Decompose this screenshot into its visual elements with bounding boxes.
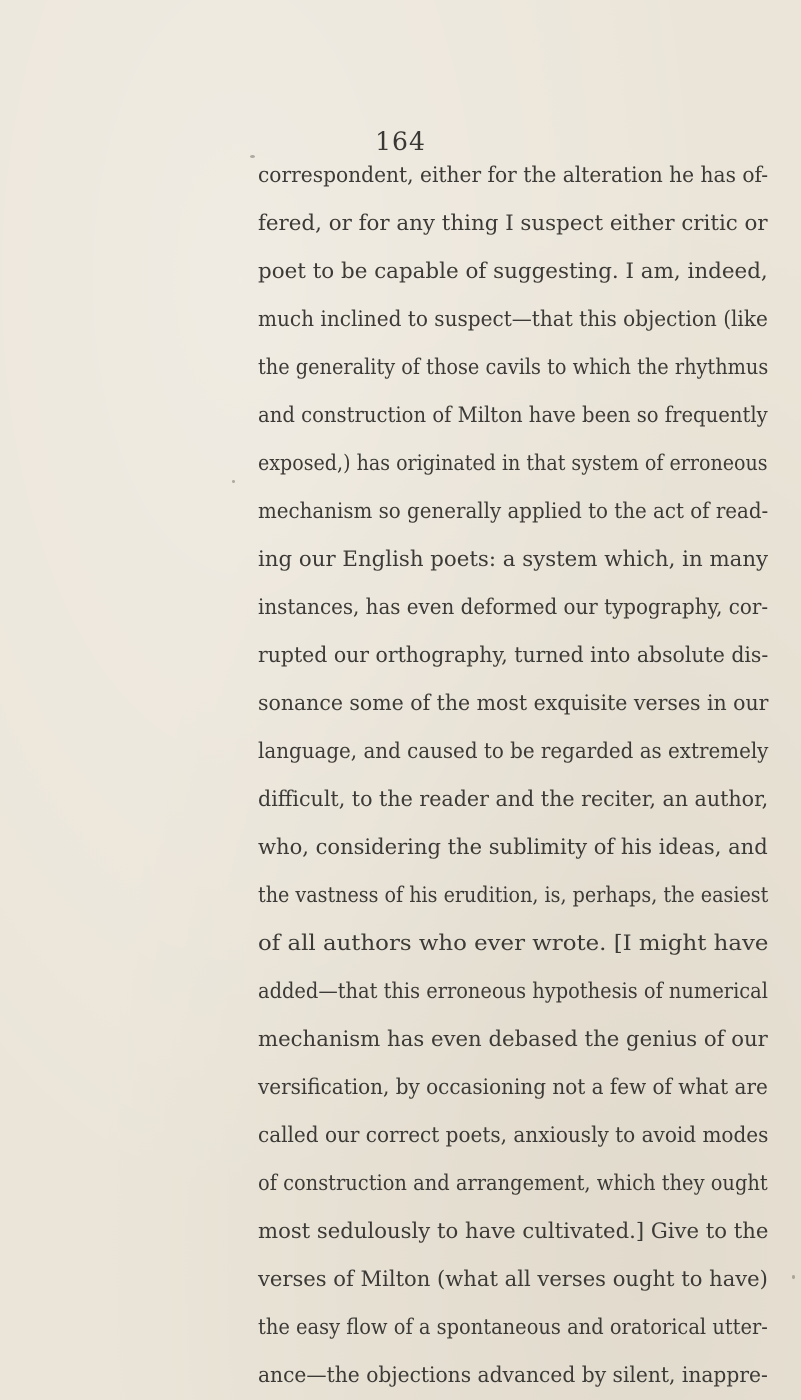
text-line: the easy flow of a spontaneous and oratorical utter- xyxy=(258,1315,768,1340)
text-line: added—that this erroneous hypothesis of numerical xyxy=(258,979,768,1004)
text-line: versification, by occasioning not a few of what are xyxy=(258,1075,768,1100)
ink-speck xyxy=(250,155,255,158)
text-line: sonance some of the most exquisite verses in our xyxy=(258,691,769,716)
ink-speck xyxy=(232,480,235,483)
text-line: difficult, to the reader and the reciter, an author, xyxy=(258,787,769,812)
ink-speck xyxy=(792,1275,795,1279)
text-line: the vastness of his erudition, is, perhaps, the easiest xyxy=(258,883,769,908)
text-line: instances, has even deformed our typography, cor- xyxy=(258,595,769,620)
text-line: exposed,) has originated in that system of erroneous xyxy=(258,451,768,476)
text-line: poet to be capable of suggesting. I am, indeed, xyxy=(258,259,768,284)
text-line: rupted our orthography, turned into absolute dis- xyxy=(258,643,769,668)
page-number: 164 xyxy=(375,127,426,156)
text-line: verses of Milton (what all verses ought to have) xyxy=(258,1267,768,1292)
text-line: much inclined to suspect—that this objection (like xyxy=(258,307,768,332)
text-line: correspondent, either for the alteration he has of- xyxy=(258,163,769,188)
text-line: the generality of those cavils to which the rhythmus xyxy=(258,355,769,380)
text-line: fered, or for any thing I suspect either critic or xyxy=(258,211,768,236)
text-line: of all authors who ever wrote. [I might have xyxy=(258,931,769,956)
text-line: mechanism has even debased the genius of our xyxy=(258,1027,768,1052)
text-line: and construction of Milton have been so frequently xyxy=(258,403,768,428)
text-line: ance—the objections advanced by silent, inappre- xyxy=(258,1363,768,1388)
text-line: called our correct poets, anxiously to avoid modes xyxy=(258,1123,769,1148)
text-line: mechanism so generally applied to the act of read- xyxy=(258,499,769,524)
text-line: language, and caused to be regarded as extremely xyxy=(258,739,769,764)
text-line: of construction and arrangement, which they ought xyxy=(258,1171,768,1196)
text-line: ing our English poets: a system which, in many xyxy=(258,547,769,572)
text-line: who, considering the sublimity of his ideas, and xyxy=(258,835,768,860)
text-line: most sedulously to have cultivated.] Give to the xyxy=(258,1219,769,1244)
